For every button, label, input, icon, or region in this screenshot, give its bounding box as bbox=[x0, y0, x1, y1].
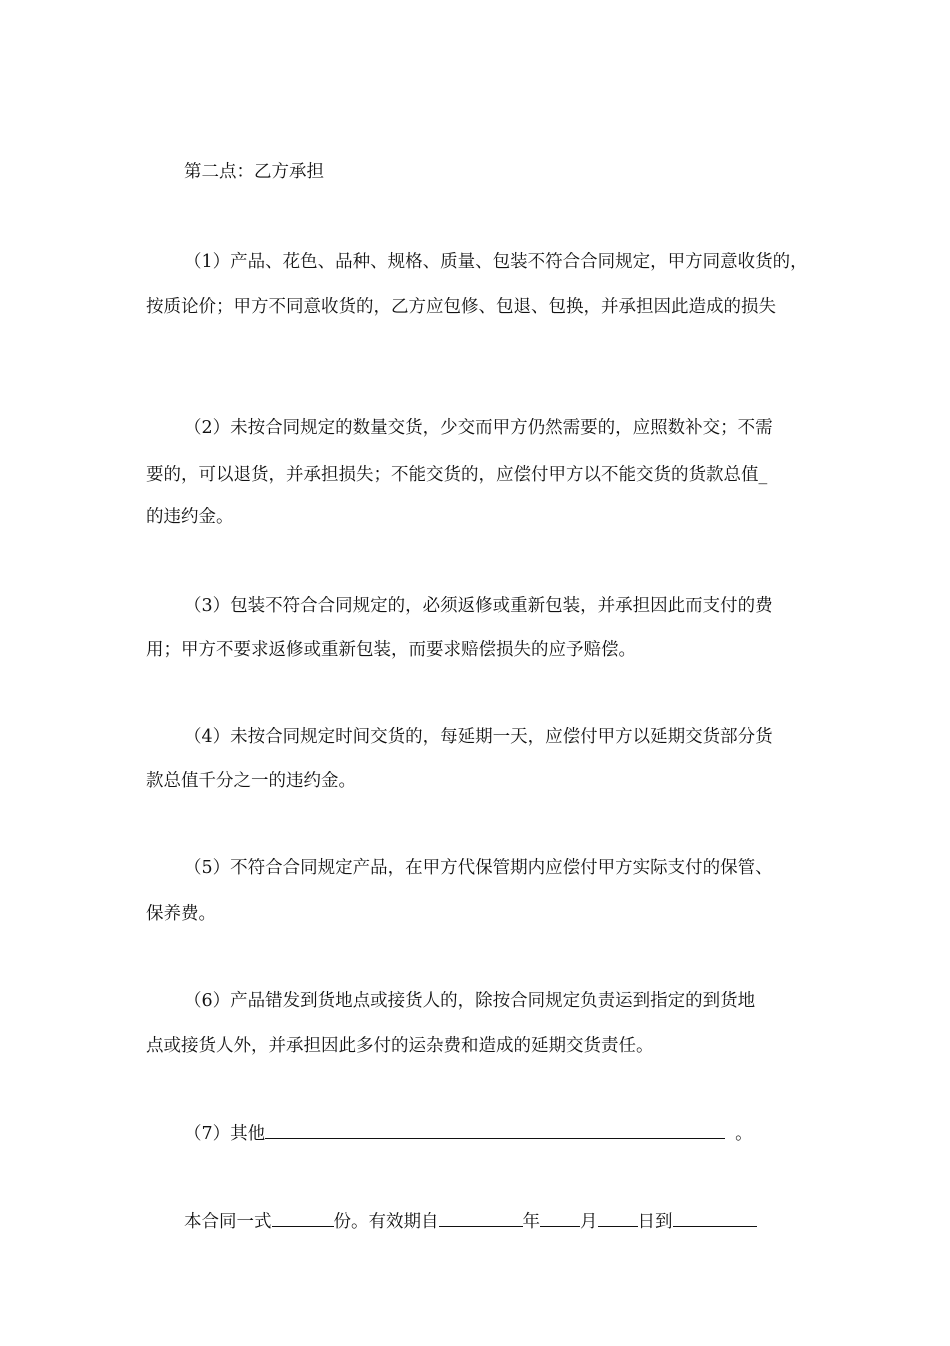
clause-7 bbox=[184, 1120, 753, 1146]
clause-4-line-1: （4）未按合同规定时间交货的，每延期一天，应偿付甲方以延期交货部分货 bbox=[184, 727, 773, 747]
clause-1-line-2: 按质论价；甲方不同意收货的，乙方应包修、包退、包换，并承担因此造成的损失 bbox=[146, 297, 776, 317]
closing-text-2: 份。有效期自 bbox=[333, 1212, 439, 1232]
closing-line bbox=[184, 1208, 757, 1234]
clause-2-line-3: 的违约金。 bbox=[146, 507, 234, 527]
clause-4-line-2: 款总值千分之一的违约金。 bbox=[146, 771, 356, 791]
clause-5-line-2: 保养费。 bbox=[146, 904, 216, 924]
start-day-blank[interactable] bbox=[598, 1208, 638, 1227]
start-month-blank[interactable] bbox=[540, 1208, 580, 1227]
clause-1-line-1: （1）产品、花色、品种、规格、质量、包装不符合合同规定，甲方同意收货的， bbox=[184, 252, 808, 272]
end-date-blank[interactable] bbox=[673, 1208, 757, 1227]
clause-7-end: 。 bbox=[735, 1124, 753, 1144]
start-year-blank[interactable] bbox=[439, 1208, 523, 1227]
section-heading: 第二点：乙方承担 bbox=[184, 162, 324, 182]
clause-5-line-1: （5）不符合合同规定产品，在甲方代保管期内应偿付甲方实际支付的保管、 bbox=[184, 858, 773, 878]
closing-text-3: 年 bbox=[522, 1212, 540, 1232]
clause-2-line-2: 要的，可以退货，并承担损失；不能交货的，应偿付甲方以不能交货的货款总值_ bbox=[146, 465, 768, 485]
clause-7-blank[interactable] bbox=[265, 1120, 725, 1139]
copies-blank[interactable] bbox=[272, 1208, 334, 1227]
clause-3-line-2: 用；甲方不要求返修或重新包装，而要求赔偿损失的应予赔偿。 bbox=[146, 640, 636, 660]
clause-2-line-1: （2）未按合同规定的数量交货，少交而甲方仍然需要的，应照数补交；不需 bbox=[184, 418, 773, 438]
clause-7-label: （7）其他 bbox=[184, 1124, 266, 1144]
closing-text-4: 月 bbox=[580, 1212, 598, 1232]
closing-text-1: 本合同一式 bbox=[184, 1212, 272, 1232]
clause-6-line-2: 点或接货人外，并承担因此多付的运杂费和造成的延期交货责任。 bbox=[146, 1036, 654, 1056]
clause-3-line-1: （3）包装不符合合同规定的，必须返修或重新包装，并承担因此而支付的费 bbox=[184, 596, 773, 616]
clause-6-line-1: （6）产品错发到货地点或接货人的，除按合同规定负责运到指定的到货地 bbox=[184, 991, 756, 1011]
closing-text-5: 日到 bbox=[637, 1212, 673, 1232]
